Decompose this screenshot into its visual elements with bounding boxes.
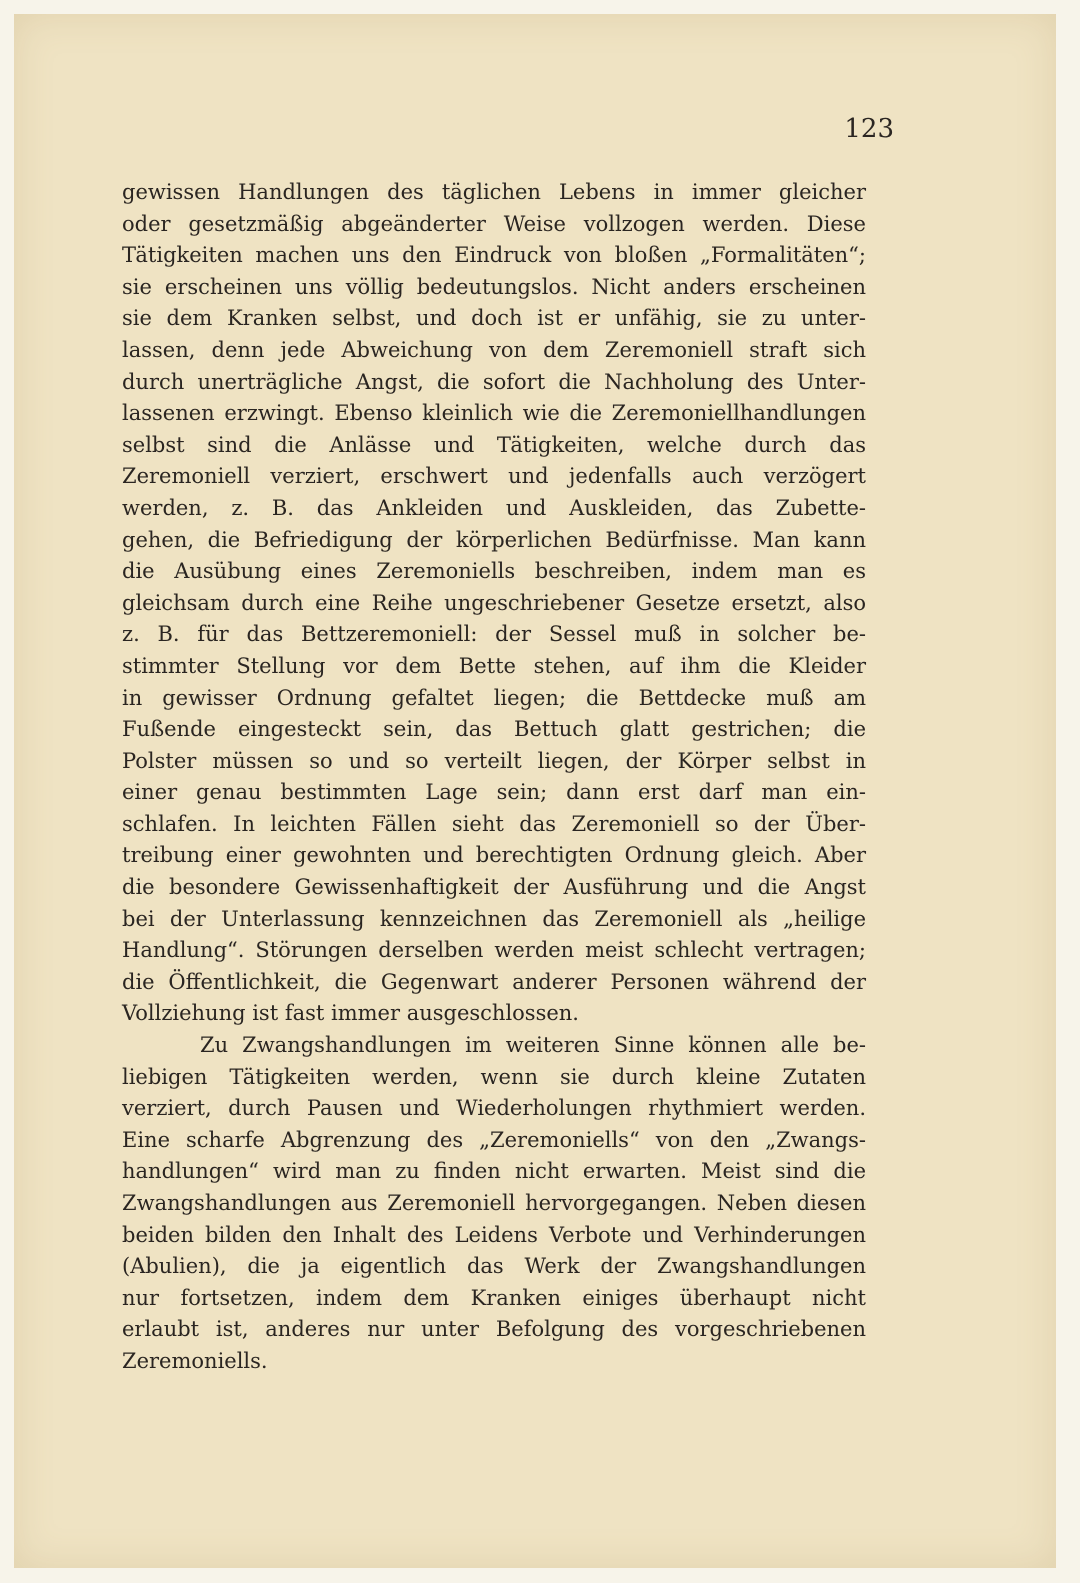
text-line: Tätigkeiten machen uns den Eindruck von bloßen „Formalitäten“; <box>122 243 866 268</box>
text-line: liebigen Tätigkeiten werden, wenn sie durch kleine Zutaten <box>122 1064 866 1089</box>
text-line: sie erscheinen uns völlig bedeutungslos. Nicht anders erscheinen <box>122 274 866 299</box>
text-line: die Öffentlichkeit, die Gegenwart anderer Personen während der <box>122 969 866 994</box>
text-line: Zeremoniell verziert, erschwert und jedenfalls auch verzögert <box>122 464 866 489</box>
text-line: treibung einer gewohnten und berechtigten Ordnung gleich. Aber <box>122 843 866 868</box>
text-line: gewissen Handlungen des täglichen Lebens in immer gleicher <box>122 180 866 204</box>
text-line: lassenen erzwingt. Ebenso kleinlich wie die Zeremoniellhandlungen <box>122 401 866 426</box>
text-line: (Abulien), die ja eigentlich das Werk der Zwangshandlungen <box>122 1254 866 1279</box>
text-line: in gewisser Ordnung gefaltet liegen; die Bettdecke muß am <box>122 685 866 710</box>
page-number: 123 <box>844 114 894 144</box>
text-line: werden, z. B. das Ankleiden und Auskleiden, das Zubette- <box>122 495 866 520</box>
text-line: z. B. für das Bettzeremoniell: der Sessel muß in solcher be- <box>122 622 866 647</box>
text-line: handlungen“ wird man zu finden nicht erwarten. Meist sind die <box>122 1159 866 1184</box>
text-line: Zwangshandlungen aus Zeremoniell hervorgegangen. Neben diesen <box>122 1191 866 1215</box>
text-line: die besondere Gewissenhaftigkeit der Ausführung und die Angst <box>122 875 866 900</box>
text-line: bei der Unterlassung kennzeichnen das Zeremoniell als „heilige <box>122 906 866 931</box>
text-line: Polster müssen so und so verteilt liegen, der Körper selbst in <box>122 748 866 773</box>
book-page <box>14 14 1056 1568</box>
text-line: Eine scharfe Abgrenzung des „Zeremoniells“ von den „Zwangs- <box>122 1127 866 1152</box>
text-line: erlaubt ist, anderes nur unter Befolgung des vorgeschriebenen <box>122 1317 866 1342</box>
text-line: schlafen. In leichten Fällen sieht das Zeremoniell so der Über- <box>122 811 866 836</box>
paragraph-first-line: Zu Zwangshandlungen im weiteren Sinne können alle be- <box>200 1033 866 1058</box>
text-line: Handlung“. Störungen derselben werden meist schlecht vertragen; <box>122 938 866 963</box>
text-line: Fußende eingesteckt sein, das Bettuch glatt gestrichen; die <box>122 717 866 742</box>
body-text <box>122 177 866 1378</box>
text-line: stimmter Stellung vor dem Bette stehen, auf ihm die Kleider <box>122 653 866 678</box>
text-line: beiden bilden den Inhalt des Leidens Verbote und Verhinderungen <box>122 1222 866 1247</box>
text-line: gehen, die Befriedigung der körperlichen Bedürfnisse. Man kann <box>122 527 866 552</box>
text-line: selbst sind die Anlässe und Tätigkeiten, welche durch das <box>122 432 866 457</box>
text-line: die Ausübung eines Zeremoniells beschreiben, indem man es <box>122 559 866 584</box>
text-line: gleichsam durch eine Reihe ungeschriebener Gesetze ersetzt, also <box>122 590 866 615</box>
text-line: sie dem Kranken selbst, und doch ist er unfähig, sie zu unter- <box>122 306 866 331</box>
paragraph-last-line: Zeremoniells. <box>122 1348 268 1373</box>
paragraph-last-line: Vollziehung ist fast immer ausgeschlossen. <box>122 1001 579 1026</box>
text-line: oder gesetzmäßig abgeänderter Weise vollzogen werden. Diese <box>122 211 866 236</box>
text-line: nur fortsetzen, indem dem Kranken einiges überhaupt nicht <box>122 1285 866 1310</box>
text-line: lassen, denn jede Abweichung von dem Zeremoniell straft sich <box>122 337 866 362</box>
text-line: durch unerträgliche Angst, die sofort die Nachholung des Unter- <box>122 369 866 394</box>
text-line: verziert, durch Pausen und Wiederholungen rhythmiert werden. <box>122 1096 866 1121</box>
text-line: einer genau bestimmten Lage sein; dann erst darf man ein- <box>122 780 866 805</box>
